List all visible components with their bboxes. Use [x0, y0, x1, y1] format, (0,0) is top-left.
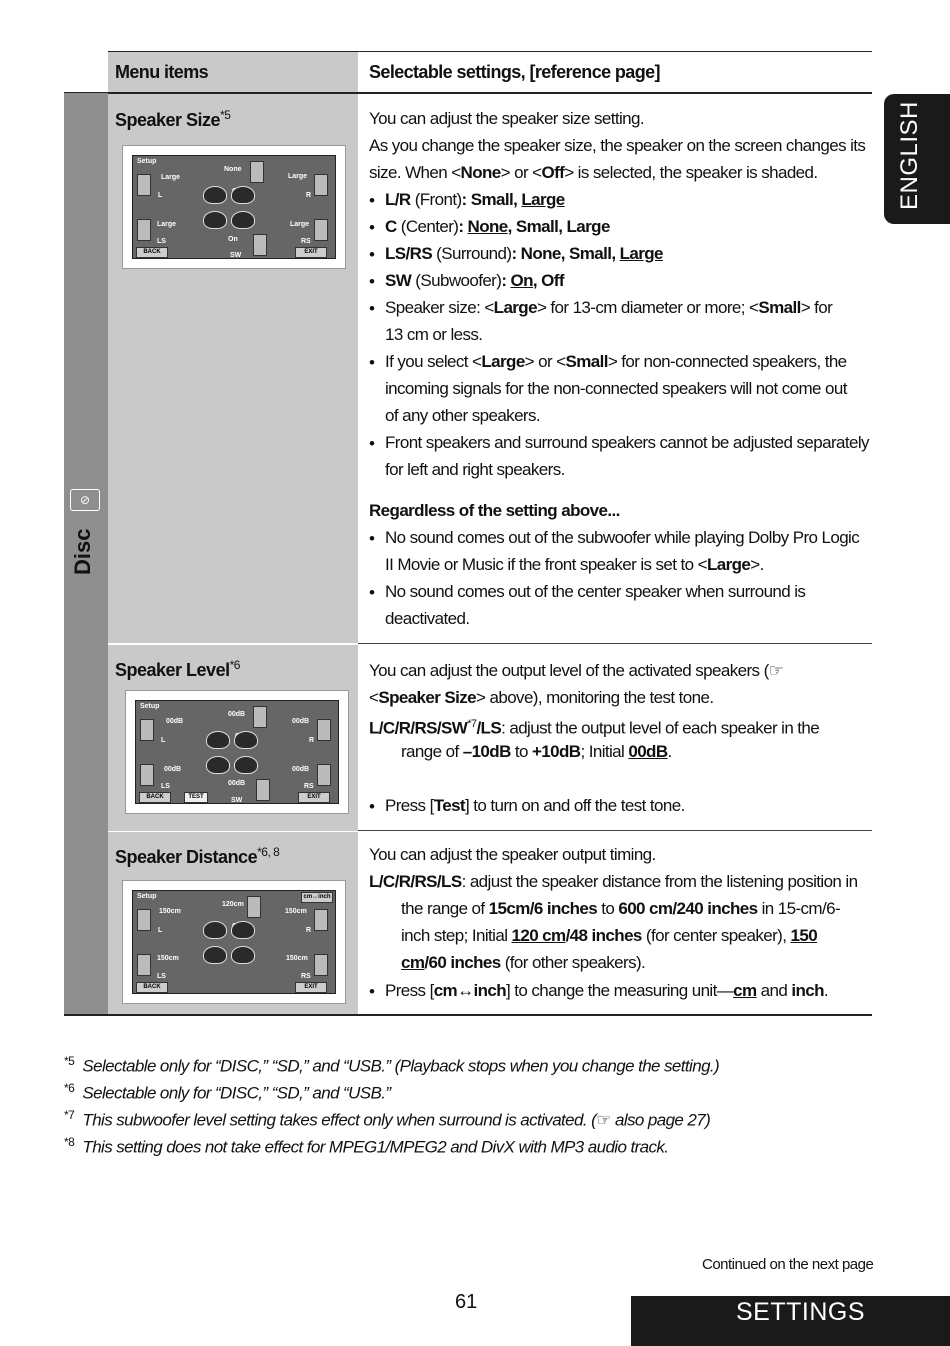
bullet-text: Speaker size: <Large> for 13-cm diameter or more; <Small> for — [385, 298, 833, 317]
arrow-buttons — [314, 219, 328, 241]
arrow-buttons — [314, 909, 328, 931]
screen-setup-label: Setup — [137, 158, 157, 165]
footnote: $^{*5}$ Selectable only for “DISC,” “SD,” and “USB.” (Playback stops when you change the setting.) — [64, 1054, 720, 1076]
speaker-distance-line: L/C/R/RS/LS: adjust the speaker distance from the listening position in — [369, 872, 858, 891]
speaker-icon — [206, 756, 230, 774]
table-bottom-border — [64, 1014, 872, 1016]
bullet: • — [369, 982, 375, 1001]
screen-exit-button: EXIT — [298, 792, 330, 803]
screen-fr-value: 00dB — [292, 718, 310, 725]
bullet-text: If you select <Large> or <Small> for non-connected speakers, the — [385, 352, 847, 371]
screen-rs-value: 150cm — [286, 955, 308, 962]
arrow-buttons — [317, 764, 331, 786]
speaker-level-line: range of –10dB to +10dB; Initial 00dB. — [401, 742, 672, 761]
speaker-icon — [234, 731, 258, 749]
bullet: • — [369, 353, 375, 372]
speaker-icon — [206, 731, 230, 749]
screen-ls-value: Large — [157, 221, 177, 228]
speaker-size-title: Speaker Size$^{*5}$ — [115, 108, 231, 130]
arrow-buttons — [253, 234, 267, 256]
screen-exit-button: EXIT — [295, 982, 327, 993]
screen-c-value: 120cm — [222, 901, 244, 908]
speaker-icon — [234, 756, 258, 774]
speaker-distance-screen — [122, 880, 346, 1004]
bullet-text: of any other speakers. — [385, 406, 541, 425]
header-menu-items: Menu items — [115, 62, 209, 82]
speaker-distance-line: the range of 15cm/6 inches to 600 cm/240 inches in 15-cm/6- — [401, 899, 841, 918]
page-number: 61 — [455, 1291, 478, 1313]
footnote: $^{*7}$ This subwoofer level setting takes effect only when surround is activated. (☞ also page 27) — [64, 1108, 711, 1130]
bullet: • — [369, 218, 375, 237]
screen-r-label: R — [306, 192, 312, 199]
arrow-buttons — [137, 954, 151, 976]
speaker-distance-line: cm/60 inches (for other speakers). — [401, 953, 646, 972]
screen-fl-value: Large — [161, 174, 181, 181]
footnote: $^{*8}$ This setting does not take effect for MPEG1/MPEG2 and DivX with MP3 audio track. — [64, 1135, 669, 1157]
screen-setup-label: Setup — [140, 703, 160, 710]
screen-sw-value: On — [228, 236, 238, 243]
bullet-text: deactivated. — [385, 609, 470, 628]
side-category-label: Disc — [70, 528, 95, 575]
screen-back-button: BACK — [139, 792, 171, 803]
bullet-text: Press [Test] to turn on and off the test tone. — [385, 796, 685, 815]
screen-ls-value: 150cm — [157, 955, 179, 962]
speaker-icon — [231, 921, 255, 939]
screen-fl-value: 150cm — [159, 908, 181, 915]
speaker-level-line: <Speaker Size> above), monitoring the test tone. — [369, 688, 714, 707]
speaker-size-line: You can adjust the speaker size setting. — [369, 109, 644, 128]
screen-fr-value: Large — [288, 173, 308, 180]
bullet: • — [369, 191, 375, 210]
screen-sw-label: SW — [230, 252, 242, 259]
speaker-icon — [203, 186, 227, 204]
speaker-distance-title: Speaker Distance$^{*6, 8}$ — [115, 845, 280, 867]
arrow-buttons — [140, 764, 154, 786]
speaker-icon — [203, 921, 227, 939]
bullet: • — [369, 434, 375, 453]
arrow-buttons — [314, 954, 328, 976]
arrow-buttons — [137, 909, 151, 931]
screen-fr-value: 150cm — [285, 908, 307, 915]
arrow-buttons — [314, 174, 328, 196]
screen-ls-label: LS — [157, 973, 166, 980]
screen-c-value: 00dB — [228, 711, 246, 718]
screen-rs-value: Large — [290, 221, 310, 228]
bullet: • — [369, 272, 375, 291]
speaker-distance-line: inch step; Initial 120 cm/48 inches (for center speaker), 150 — [401, 926, 818, 945]
bullet-text: for left and right speakers. — [385, 460, 565, 479]
speaker-level-title: Speaker Level$^{*6}$ — [115, 658, 240, 680]
screen-ls-value: 00dB — [164, 766, 182, 773]
arrow-buttons — [137, 174, 151, 196]
language-tab-label: ENGLISH — [896, 101, 923, 210]
screen-ls-label: LS — [161, 783, 170, 790]
speaker-icon — [231, 186, 255, 204]
bullet-text: 13 cm or less. — [385, 325, 483, 344]
bullet-text: II Movie or Music if the front speaker is set to <Large>. — [385, 555, 764, 574]
bullet-text: No sound comes out of the center speaker when surround is — [385, 582, 806, 601]
screen-l-label: L — [161, 737, 166, 744]
bullet: • — [369, 583, 375, 602]
screen-back-button: BACK — [136, 982, 168, 993]
speaker-level-line: You can adjust the output level of the activated speakers (☞ — [369, 661, 784, 680]
bullet-text: LS/RS (Surround): None, Small, Large — [385, 244, 663, 263]
speaker-size-line: As you change the speaker size, the speaker on the screen changes its — [369, 136, 866, 155]
screen-sw-label: SW — [231, 797, 243, 804]
screen-r-label: R — [306, 927, 312, 934]
screen-sw-value: 00dB — [228, 780, 246, 787]
bullet-text: incoming signals for the non-connected speakers will not come out — [385, 379, 847, 398]
screen-l-label: L — [158, 192, 163, 199]
arrow-buttons — [317, 719, 331, 741]
bullet: • — [369, 245, 375, 264]
screen-r-label: R — [309, 737, 315, 744]
screen-rs-label: RS — [304, 783, 314, 790]
arrow-buttons — [253, 706, 267, 728]
speaker-level-line: L/C/R/RS/SW$^{*7}$/LS: adjust the output level of each speaker in the — [369, 718, 820, 738]
screen-c-value: None — [224, 166, 242, 173]
bullet: • — [369, 797, 375, 816]
bullet-text: Front speakers and surround speakers cannot be adjusted separately — [385, 433, 869, 452]
bullet-text: SW (Subwoofer): On, Off — [385, 271, 564, 290]
screen-setup-label: Setup — [137, 893, 157, 900]
speaker-distance-line: You can adjust the speaker output timing. — [369, 845, 656, 864]
speaker-level-screen — [125, 690, 349, 814]
arrow-buttons — [137, 219, 151, 241]
speaker-size-line: size. When <None> or <Off> is selected, the speaker is shaded. — [369, 163, 818, 182]
screen-unit-button: cm↔inch — [301, 892, 333, 903]
arrow-buttons — [140, 719, 154, 741]
arrow-buttons — [250, 161, 264, 183]
screen-exit-button: EXIT — [295, 247, 327, 258]
screen-ls-label: LS — [157, 238, 166, 245]
bullet-text: No sound comes out of the subwoofer while playing Dolby Pro Logic — [385, 528, 860, 547]
bullet: • — [369, 299, 375, 318]
row-divider — [358, 643, 872, 644]
screen-test-button: TEST — [184, 792, 208, 803]
arrow-buttons — [247, 896, 261, 918]
disc-icon: ⊘ — [70, 489, 100, 511]
speaker-icon — [231, 211, 255, 229]
bullet-text: Press [cm↔inch] to change the measuring unit—cm and inch. — [385, 981, 828, 1000]
speaker-icon — [203, 211, 227, 229]
header-selectable-settings: Selectable settings, [reference page] — [369, 62, 660, 82]
row-divider — [358, 830, 872, 831]
bullet-text: C (Center): None, Small, Large — [385, 217, 610, 236]
footnote: $^{*6}$ Selectable only for “DISC,” “SD,” and “USB.” — [64, 1081, 391, 1103]
regardless-heading: Regardless of the setting above... — [369, 501, 620, 520]
screen-rs-label: RS — [301, 973, 311, 980]
speaker-size-screen — [122, 145, 346, 269]
screen-l-label: L — [158, 927, 163, 934]
speaker-icon — [203, 946, 227, 964]
arrow-buttons — [256, 779, 270, 801]
continued-note: Continued on the next page — [702, 1256, 874, 1273]
screen-fl-value: 00dB — [166, 718, 184, 725]
section-title: SETTINGS — [736, 1298, 866, 1326]
speaker-icon — [231, 946, 255, 964]
screen-rs-label: RS — [301, 238, 311, 245]
screen-back-button: BACK — [136, 247, 168, 258]
bullet: • — [369, 529, 375, 548]
screen-rs-value: 00dB — [292, 766, 310, 773]
bullet-text: L/R (Front): Small, Large — [385, 190, 565, 209]
